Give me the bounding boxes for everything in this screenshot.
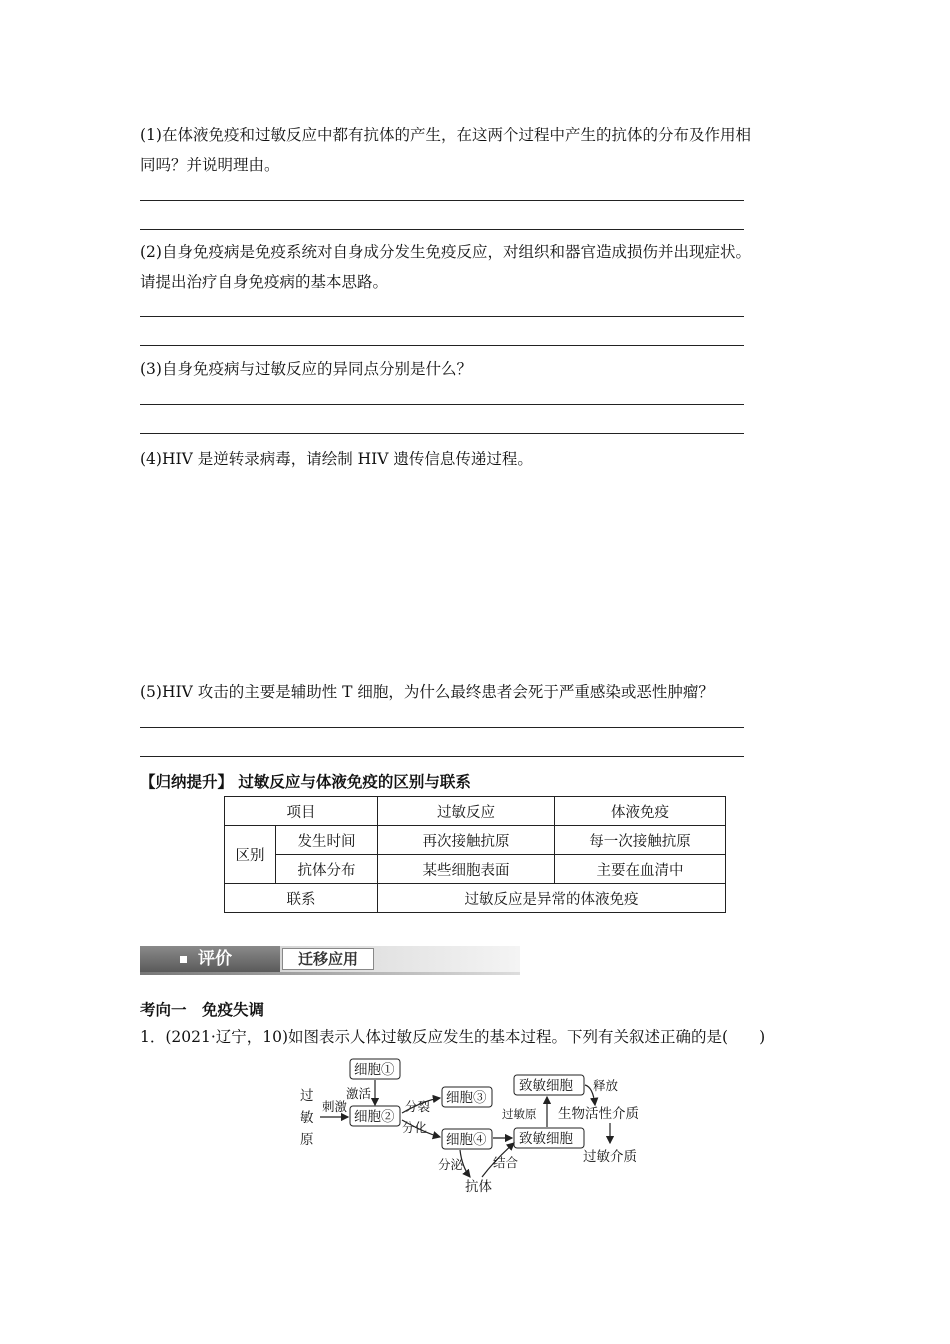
antigen-char: 原 [300,1132,314,1148]
question-1-line-2: 同吗？并说明理由。 [140,156,280,174]
relation-label-cell: 联系 [225,884,378,913]
sensitized-cell-top-label: 致敏细胞 [519,1078,573,1094]
question-1-line-1: (1)在体液免疫和过敏反应中都有抗体的产生，在这两个过程中产生的抗体的分布及作用相 [140,126,751,144]
table-cell: 抗体分布 [276,855,378,884]
comparison-table [224,796,726,913]
bind-label: 结合 [493,1155,519,1170]
cell-1-label: 细胞① [354,1062,395,1078]
group-label-cell: 区别 [225,826,276,884]
mediator-label: 过敏介质 [583,1149,637,1165]
differentiate-label: 分化 [402,1120,428,1135]
table-cell: 某些细胞表面 [378,855,555,884]
antigen-char: 过 [300,1088,314,1104]
question-2-line-2: 请提出治疗自身免疫病的基本思路。 [140,273,389,291]
activate-label: 激活 [346,1086,372,1101]
section-banner [140,946,520,976]
allergy-process-diagram [290,1055,660,1200]
cell-2-label: 细胞② [354,1109,395,1125]
relation-value-cell: 过敏反应是异常的体液免疫 [378,884,726,913]
question-5: (5)HIV 攻击的主要是辅助性 T 细胞，为什么最终患者会死于严重感染或恶性肿瘤？ [140,683,714,701]
summary-title: 【归纳提升】 过敏反应与体液免疫的区别与联系 [140,773,471,791]
table-cell: 主要在血清中 [555,855,726,884]
table-header-row [225,797,726,826]
table-row [225,826,726,855]
answer-line[interactable] [140,345,744,346]
bioactive-label: 生物活性介质 [558,1106,639,1122]
answer-line[interactable] [140,756,744,757]
table-cell: 再次接触抗原 [378,826,555,855]
table-cell: 每一次接触抗原 [555,826,726,855]
banner-tag: 迁移应用 [282,948,374,970]
antibody-label: 抗体 [465,1179,492,1195]
secrete-label: 分泌 [438,1157,464,1172]
answer-line[interactable] [140,200,744,201]
cell-3-label: 细胞③ [446,1090,487,1106]
question-text: 1．(2021·辽宁，10)如图表示人体过敏反应发生的基本过程。下列有关叙述正确的是( ) [140,1028,766,1046]
antigen-char: 敏 [300,1110,314,1126]
banner-main [140,946,280,972]
allergen-small-label: 过敏原 [502,1107,537,1121]
table-header-cell: 体液免疫 [555,797,726,826]
banner-underline [140,972,520,975]
cell-4-label: 细胞④ [446,1132,487,1148]
sensitized-cell-bottom-label: 致敏细胞 [519,1131,573,1147]
table-header-cell: 项目 [225,797,378,826]
section-heading: 考向一 免疫失调 [140,1001,265,1019]
table-row [225,884,726,913]
release-label: 释放 [593,1078,619,1093]
answer-line[interactable] [140,433,744,434]
question-2-line-1: (2)自身免疫病是免疫系统对自身成分发生免疫反应，对组织和器官造成损伤并出现症状。 [140,243,751,261]
table-row [225,855,726,884]
table-header-cell: 过敏反应 [378,797,555,826]
answer-line[interactable] [140,316,744,317]
table-cell: 发生时间 [276,826,378,855]
question-3: (3)自身免疫病与过敏反应的异同点分别是什么？ [140,360,472,378]
stimulate-label: 刺激 [322,1099,348,1114]
answer-line[interactable] [140,229,744,230]
answer-line[interactable] [140,404,744,405]
square-icon [180,956,187,963]
answer-line[interactable] [140,727,744,728]
banner-main-label: 评价 [198,949,232,969]
split-label: 分裂 [405,1099,431,1114]
question-4: (4)HIV 是逆转录病毒，请绘制 HIV 遗传信息传递过程。 [140,450,533,468]
